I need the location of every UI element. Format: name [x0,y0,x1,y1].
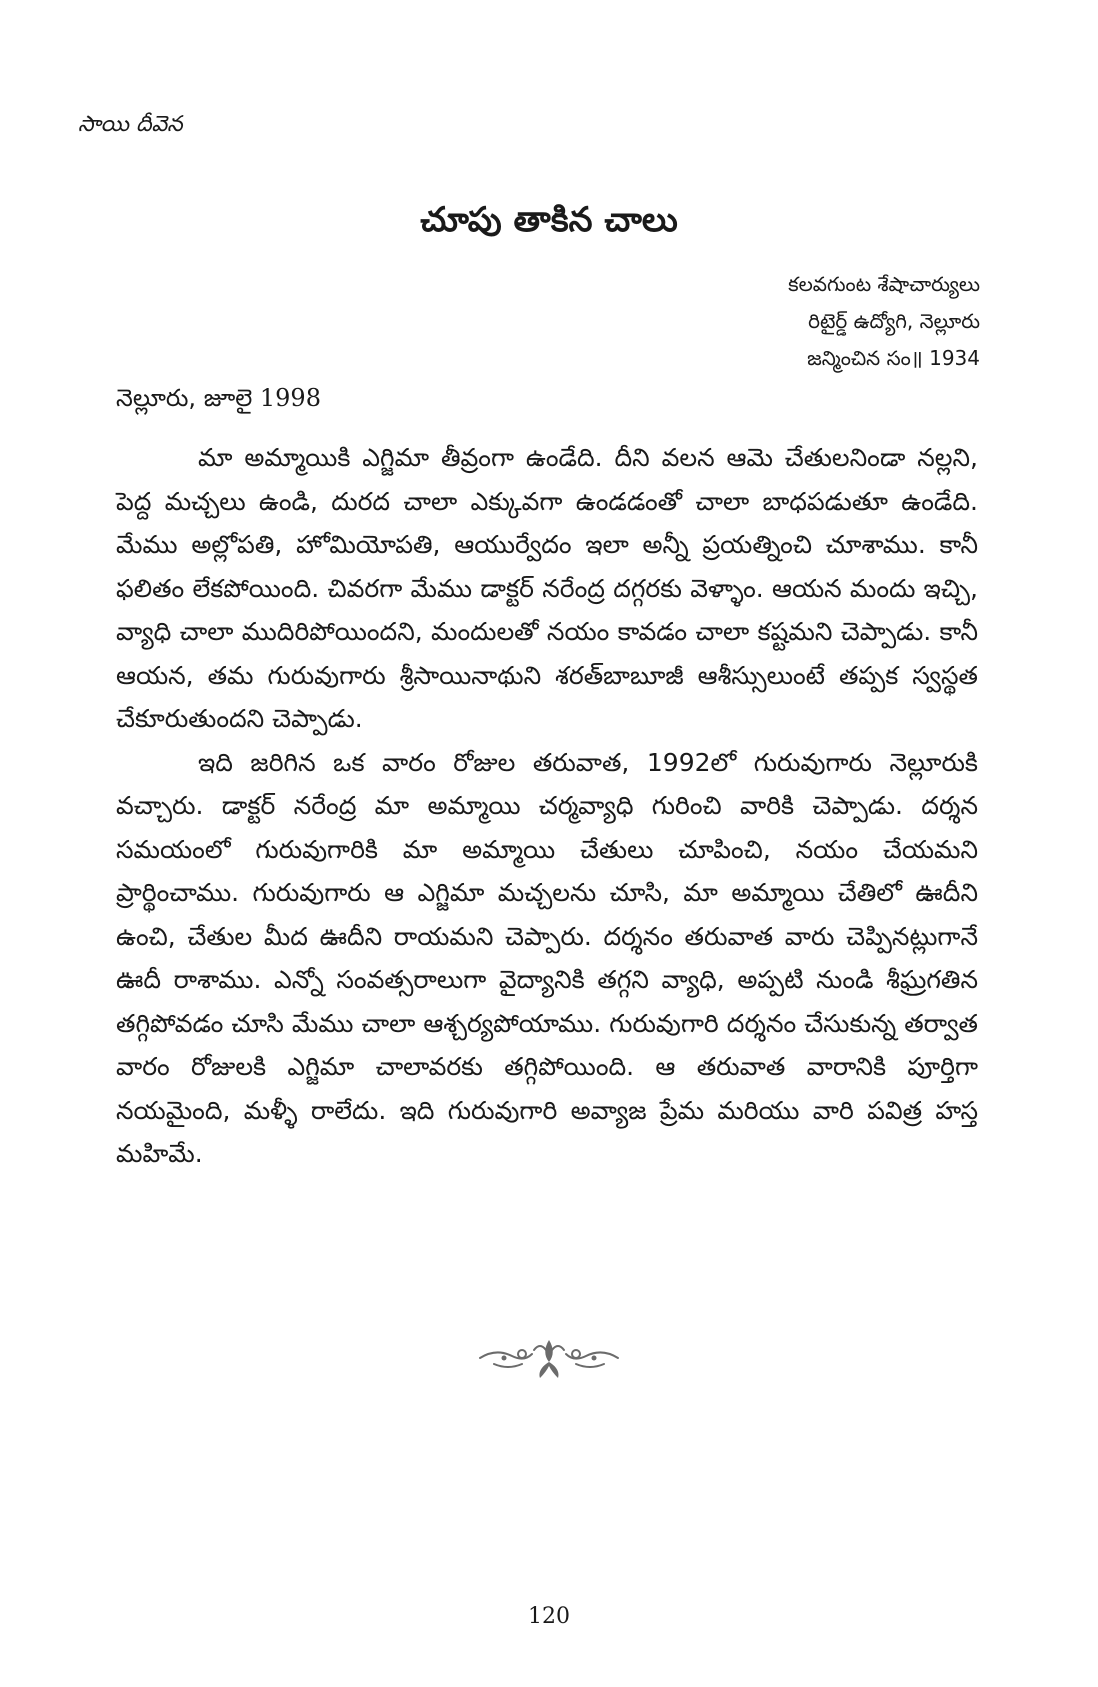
dateline-place: నెల్లూరు, జూలై [116,384,253,412]
paragraph: ఇది జరిగిన ఒక వారం రోజుల తరువాత, 1992లో గురువుగారు నెల్లూరుకి వచ్చారు. డాక్టర్ నరేంద్ర మా అమ్మాయి చర్మవ్యాధి గురించి వారికి చెప్పాడు. దర్శన సమయంలో గురువుగారికి మా అమ్మాయి చేతులు చూపించి, నయం చేయమని ప్రార్థించాము. గురువుగారు ఆ ఎగ్జిమా మచ్చలను చూసి, మా అమ్మాయి చేతిలో ఊదీని ఉంచి, చేతుల మీద ఊదీని రాయమని చెప్పారు. దర్శనం తరువాత వారు చెప్పినట్లుగానే ఊదీ రాశాము. ఎన్నో సంవత్సరాలుగా వైద్యానికి తగ్గని వ్యాధి, అప్పటి నుండి శీఘ్రగతిన తగ్గిపోవడం చూసి మేము చాలా ఆశ్చర్యపోయాము. గురువుగారి దర్శనం చేసుకున్న తర్వాత వారం రోజులకి ఎగ్జిమా చాలావరకు తగ్గిపోయింది. ఆ తరువాత వారానికి పూర్తిగా నయమైంది, మళ్ళీ రాలేదు. ఇది గురువుగారి అవ్యాజ ప్రేమ మరియు వారి పవిత్ర హస్త మహిమే. [116,747,978,1168]
fleuron-ornament-icon [474,1336,624,1380]
author-block [788,266,980,377]
author-name: కలవగుంట శేషాచార్యులు [788,272,980,296]
page-number: 120 [528,1604,570,1629]
author-birth: జన్మించిన సం॥ 1934 [807,346,980,370]
dateline [116,384,321,418]
dateline-year: 1998 [259,384,321,412]
article-body [116,436,978,1176]
running-header: సాయి దీవెన [78,112,183,137]
paragraph: మా అమ్మాయికి ఎగ్జిమా తీవ్రంగా ఉండేది. దీని వలన ఆమె చేతులనిండా నల్లని, పెద్ద మచ్చలు ఉండి, దురద చాలా ఎక్కువగా ఉండడంతో చాలా బాధపడుతూ ఉండేది. మేము అల్లోపతి, హోమియోపతి, ఆయుర్వేదం ఇలా అన్నీ ప్రయత్నించి చూశాము. కానీ ఫలితం లేకపోయింది. చివరగా మేము డాక్టర్ నరేంద్ర దగ్గరకు వెళ్ళాం. ఆయన మందు ఇచ్చి, వ్యాధి చాలా ముదిరిపోయిందని, మందులతో నయం కావడం చాలా కష్టమని చెప్పాడు. కానీ ఆయన, తమ గురువుగారు శ్రీసాయినాథుని శరత్‌బాబూజీ ఆశీస్సులుంటే తప్పక స్వస్థత చేకూరుతుందని చెప్పాడు. [116,443,978,733]
article-title: చూపు తాకిన చాలు [420,200,678,240]
author-role: రిటైర్డ్ ఉద్యోగి, నెల్లూరు [808,309,980,333]
